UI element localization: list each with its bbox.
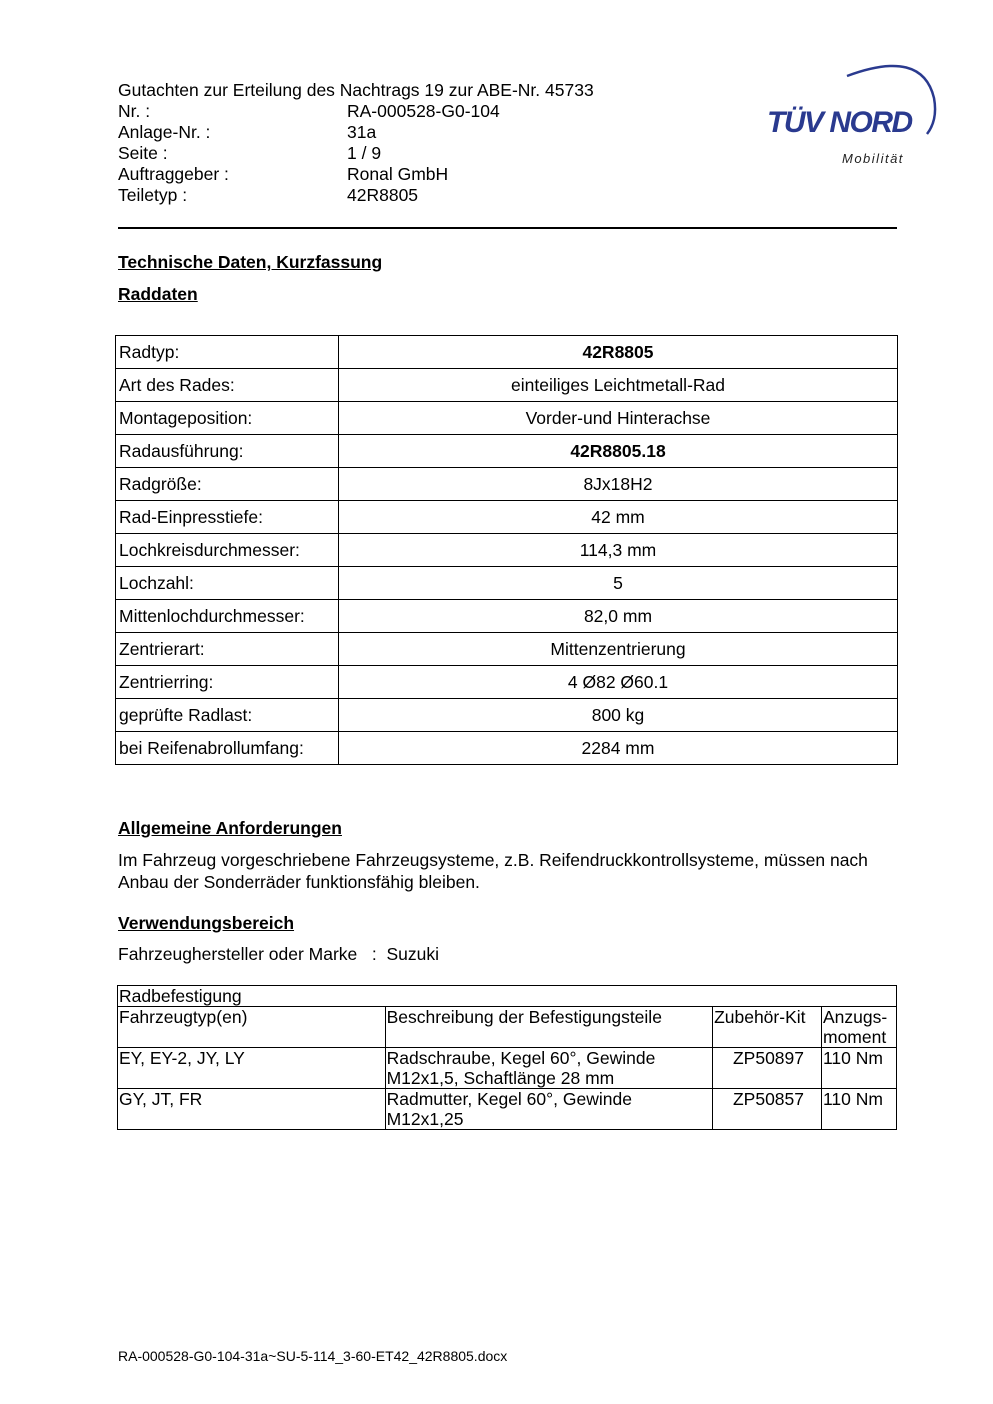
header-divider xyxy=(118,227,897,229)
table-cell: Radschraube, Kegel 60°, Gewinde M12x1,5, Schaftlänge 28 mm xyxy=(385,1048,712,1089)
table-row xyxy=(116,534,898,567)
meta-value: Ronal GmbH xyxy=(347,164,449,184)
row-label: Mittenlochdurchmesser: xyxy=(116,600,339,633)
row-label: Radgröße: xyxy=(116,468,339,501)
table-caption: Radbefestigung xyxy=(118,986,897,1007)
heading-allgemeine-anforderungen: Allgemeine Anforderungen xyxy=(118,818,342,838)
table-row xyxy=(116,567,898,600)
row-label: Lochkreisdurchmesser: xyxy=(116,534,339,567)
tuv-nord-logo xyxy=(762,58,942,173)
table-cell: 110 Nm xyxy=(822,1089,897,1130)
table-header-row xyxy=(118,1007,897,1048)
table-row xyxy=(116,633,898,666)
table-row xyxy=(118,1048,897,1089)
row-value: 2284 mm xyxy=(339,732,898,765)
footer-filename: RA-000528-G0-104-31a~SU-5-114_3-60-ET42_42R8805.docx xyxy=(118,1348,508,1364)
row-value: 42R8805.18 xyxy=(339,435,898,468)
document-title: Gutachten zur Erteilung des Nachtrags 19 zur ABE-Nr. 45733 xyxy=(118,80,594,100)
verwendung-value: Suzuki xyxy=(386,944,440,964)
row-value: 42R8805 xyxy=(339,336,898,369)
verwendung-line xyxy=(118,943,898,965)
row-label: Art des Rades: xyxy=(116,369,339,402)
meta-label: Nr. : xyxy=(118,101,151,121)
row-label: Rad-Einpresstiefe: xyxy=(116,501,339,534)
verwendung-label: Fahrzeughersteller oder Marke xyxy=(118,944,358,964)
document-meta xyxy=(118,101,594,206)
header-cell: Beschreibung der Befestigungsteile xyxy=(385,1007,712,1048)
logo-brand: TÜV NORD xyxy=(767,106,912,139)
heading-technische-daten: Technische Daten, Kurzfassung xyxy=(118,252,383,272)
radbefestigung-table xyxy=(117,985,897,1130)
table-row xyxy=(116,402,898,435)
row-value: 8Jx18H2 xyxy=(339,468,898,501)
meta-label: Auftraggeber : xyxy=(118,164,229,184)
table-row xyxy=(116,336,898,369)
table-row xyxy=(118,986,897,1007)
meta-label: Anlage-Nr. : xyxy=(118,122,211,142)
row-label: geprüfte Radlast: xyxy=(116,699,339,732)
row-label: Zentrierring: xyxy=(116,666,339,699)
row-value: 42 mm xyxy=(339,501,898,534)
table-cell: Radmutter, Kegel 60°, Gewinde M12x1,25 xyxy=(385,1089,712,1130)
table-row xyxy=(118,1089,897,1130)
meta-value: 42R8805 xyxy=(347,185,419,205)
table-row xyxy=(116,699,898,732)
meta-row xyxy=(118,143,594,164)
row-value: Mittenzentrierung xyxy=(339,633,898,666)
meta-value: 1 / 9 xyxy=(347,143,382,163)
meta-row xyxy=(118,164,594,185)
row-label: Radausführung: xyxy=(116,435,339,468)
table-cell: 110 Nm xyxy=(822,1048,897,1089)
table-row xyxy=(116,501,898,534)
row-label: Zentrierart: xyxy=(116,633,339,666)
header-cell: Zubehör-Kit xyxy=(713,1007,822,1048)
table-row xyxy=(116,369,898,402)
table-row xyxy=(116,732,898,765)
row-value: 4 Ø82 Ø60.1 xyxy=(339,666,898,699)
raddaten-table xyxy=(115,335,898,765)
row-value: 5 xyxy=(339,567,898,600)
meta-value: 31a xyxy=(347,122,377,142)
heading-raddaten: Raddaten xyxy=(118,284,198,304)
table-cell: EY, EY-2, JY, LY xyxy=(118,1048,386,1089)
header-cell: Fahrzeugtyp(en) xyxy=(118,1007,386,1048)
row-value: 82,0 mm xyxy=(339,600,898,633)
table-row xyxy=(116,435,898,468)
meta-row xyxy=(118,122,594,143)
table-row xyxy=(116,468,898,501)
row-label: Lochzahl: xyxy=(116,567,339,600)
table-cell: ZP50857 xyxy=(713,1089,822,1130)
header-cell: Anzugs-moment xyxy=(822,1007,897,1048)
meta-label: Teiletyp : xyxy=(118,185,188,205)
row-label: Radtyp: xyxy=(116,336,339,369)
row-value: einteiliges Leichtmetall-Rad xyxy=(339,369,898,402)
table-row xyxy=(116,666,898,699)
row-value: Vorder-und Hinterachse xyxy=(339,402,898,435)
logo-subtitle: Mobilität xyxy=(842,151,904,166)
meta-row xyxy=(118,101,594,122)
row-label: Montageposition: xyxy=(116,402,339,435)
allgemeine-text: Im Fahrzeug vorgeschriebene Fahrzeugsysteme, z.B. Reifendruckkontrollsysteme, müssen nach Anbau der Sonderräder funktionsfähig bleiben. xyxy=(118,850,868,892)
meta-row xyxy=(118,185,594,206)
row-value: 800 kg xyxy=(339,699,898,732)
heading-verwendungsbereich: Verwendungsbereich xyxy=(118,913,295,933)
meta-value: RA-000528-G0-104 xyxy=(347,101,500,121)
row-value: 114,3 mm xyxy=(339,534,898,567)
table-cell: GY, JT, FR xyxy=(118,1089,386,1130)
table-row xyxy=(116,600,898,633)
verwendung-sep: : xyxy=(371,944,377,964)
row-label: bei Reifenabrollumfang: xyxy=(116,732,339,765)
meta-label: Seite : xyxy=(118,143,168,163)
table-cell: ZP50897 xyxy=(713,1048,822,1089)
document-header xyxy=(118,80,594,206)
